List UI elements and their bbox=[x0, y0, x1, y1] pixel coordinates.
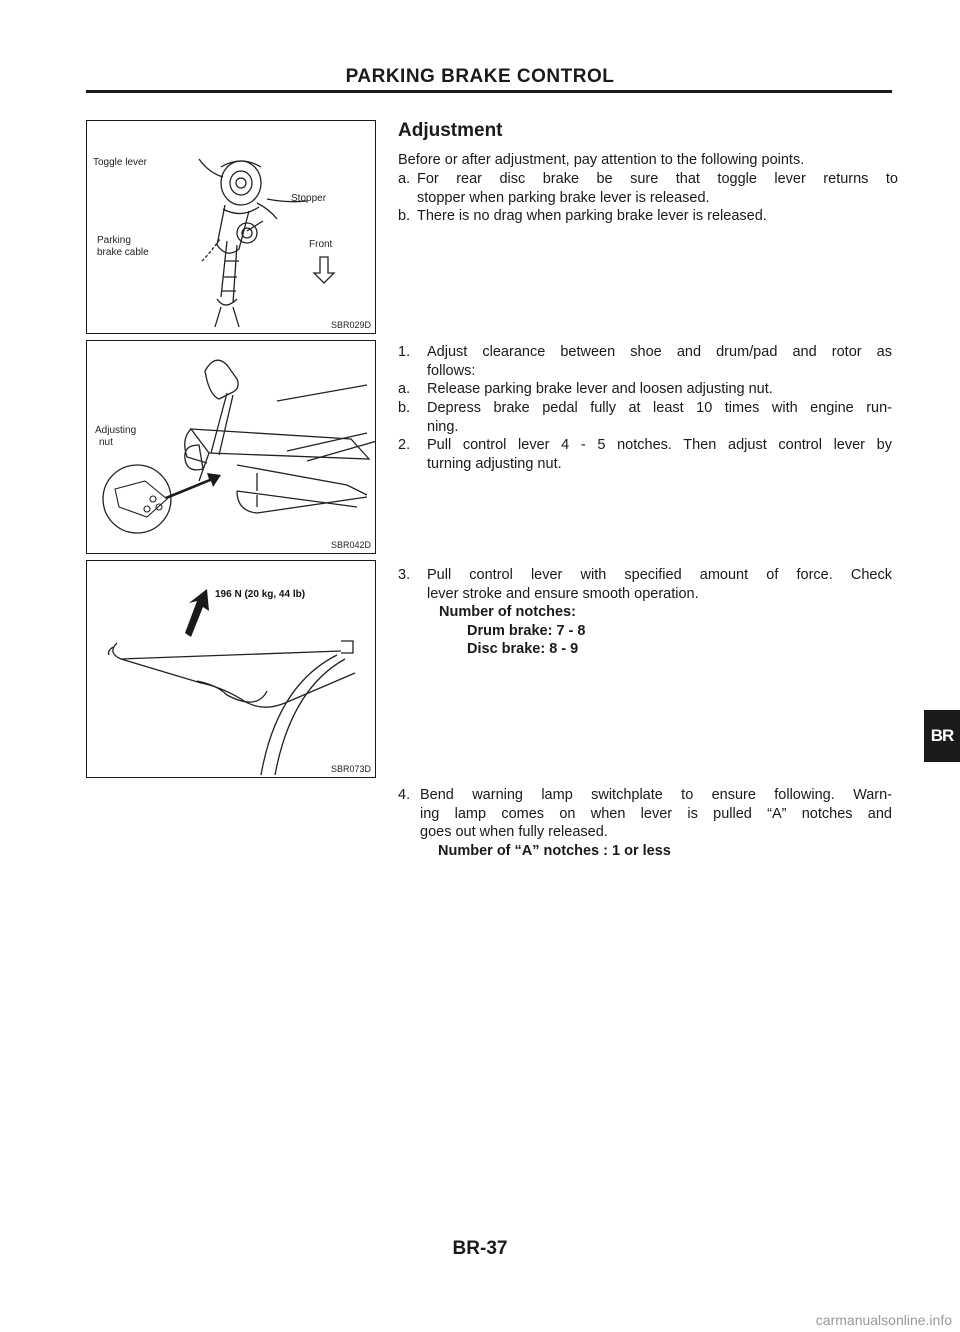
text-line: ing lamp comes on when lever is pulled “A” notches and bbox=[420, 805, 892, 822]
intro-text: Before or after adjustment, pay attention to the following points. bbox=[398, 152, 805, 168]
text-line: ning. bbox=[427, 418, 459, 435]
list-marker: 1. bbox=[398, 344, 411, 360]
text-line: Pull control lever 4 - 5 notches. Then adjust control lever by bbox=[427, 437, 892, 453]
list-marker: 4. bbox=[398, 787, 411, 803]
adjusting-nut-illustration bbox=[87, 341, 375, 553]
step-1b bbox=[398, 399, 892, 436]
label-nut: nut bbox=[99, 437, 113, 448]
spec-disc-brake: Disc brake: 8 - 9 bbox=[467, 641, 579, 657]
section-title: Adjustment bbox=[398, 120, 503, 141]
intro-point-a bbox=[398, 170, 898, 207]
label-front: Front bbox=[309, 239, 333, 250]
page-header-title: PARKING BRAKE CONTROL bbox=[345, 66, 615, 87]
text-line: Depress brake pedal fully at least 10 times with engine run- bbox=[427, 400, 892, 416]
list-marker: 2. bbox=[398, 437, 411, 453]
text-line: For rear disc brake be sure that toggle lever returns to bbox=[417, 171, 898, 187]
list-marker: a. bbox=[398, 381, 411, 397]
label-adjusting: Adjusting bbox=[95, 425, 137, 436]
figure-code: SBR029D bbox=[330, 320, 371, 330]
figure-adjusting-nut bbox=[86, 340, 376, 554]
list-marker: b. bbox=[398, 400, 411, 416]
label-parking: Parking bbox=[97, 235, 131, 246]
label-force: 196 N (20 kg, 44 lb) bbox=[215, 589, 306, 600]
label-stopper: Stopper bbox=[291, 193, 327, 204]
text-line: stopper when parking brake lever is released. bbox=[417, 189, 710, 206]
list-marker: 3. bbox=[398, 567, 411, 583]
label-brake-cable: brake cable bbox=[97, 247, 149, 258]
figure-code: SBR042D bbox=[330, 540, 371, 550]
text-line: Pull control lever with specified amount of force. Check bbox=[427, 567, 892, 583]
spec-heading: Number of notches: bbox=[439, 604, 576, 620]
step-1a bbox=[398, 380, 892, 399]
spec-drum-brake: Drum brake: 7 - 8 bbox=[467, 622, 586, 639]
figure-toggle-lever bbox=[86, 120, 376, 334]
page-number: BR-37 bbox=[452, 1238, 508, 1259]
text-line: lever stroke and ensure smooth operation. bbox=[427, 585, 699, 602]
label-toggle-lever: Toggle lever bbox=[93, 157, 147, 168]
header-rule bbox=[86, 90, 892, 93]
list-marker: b. bbox=[398, 208, 411, 224]
text-line: turning adjusting nut. bbox=[427, 455, 562, 472]
step-4 bbox=[398, 786, 892, 860]
section-tab-br: BR bbox=[924, 710, 960, 762]
footer-watermark-url: carmanualsonline.info bbox=[815, 1312, 952, 1328]
text-line: Release parking brake lever and loosen adjusting nut. bbox=[427, 381, 773, 397]
spec-a-notches: Number of “A” notches : 1 or less bbox=[438, 842, 671, 859]
list-marker: a. bbox=[398, 171, 411, 187]
text-line: goes out when fully released. bbox=[420, 824, 608, 840]
step-1 bbox=[398, 343, 892, 380]
text-line: follows: bbox=[427, 362, 476, 379]
text-line: There is no drag when parking brake lever is released. bbox=[417, 208, 767, 224]
figure-code: SBR073D bbox=[330, 764, 371, 774]
text-line: Adjust clearance between shoe and drum/pad and rotor as bbox=[427, 344, 892, 360]
step-3 bbox=[398, 566, 892, 659]
intro-point-b bbox=[398, 207, 898, 226]
text-line: Bend warning lamp switchplate to ensure following. Warn- bbox=[420, 787, 892, 803]
figure-control-lever-force bbox=[86, 560, 376, 778]
step-2 bbox=[398, 436, 892, 473]
toggle-lever-illustration bbox=[87, 121, 375, 333]
